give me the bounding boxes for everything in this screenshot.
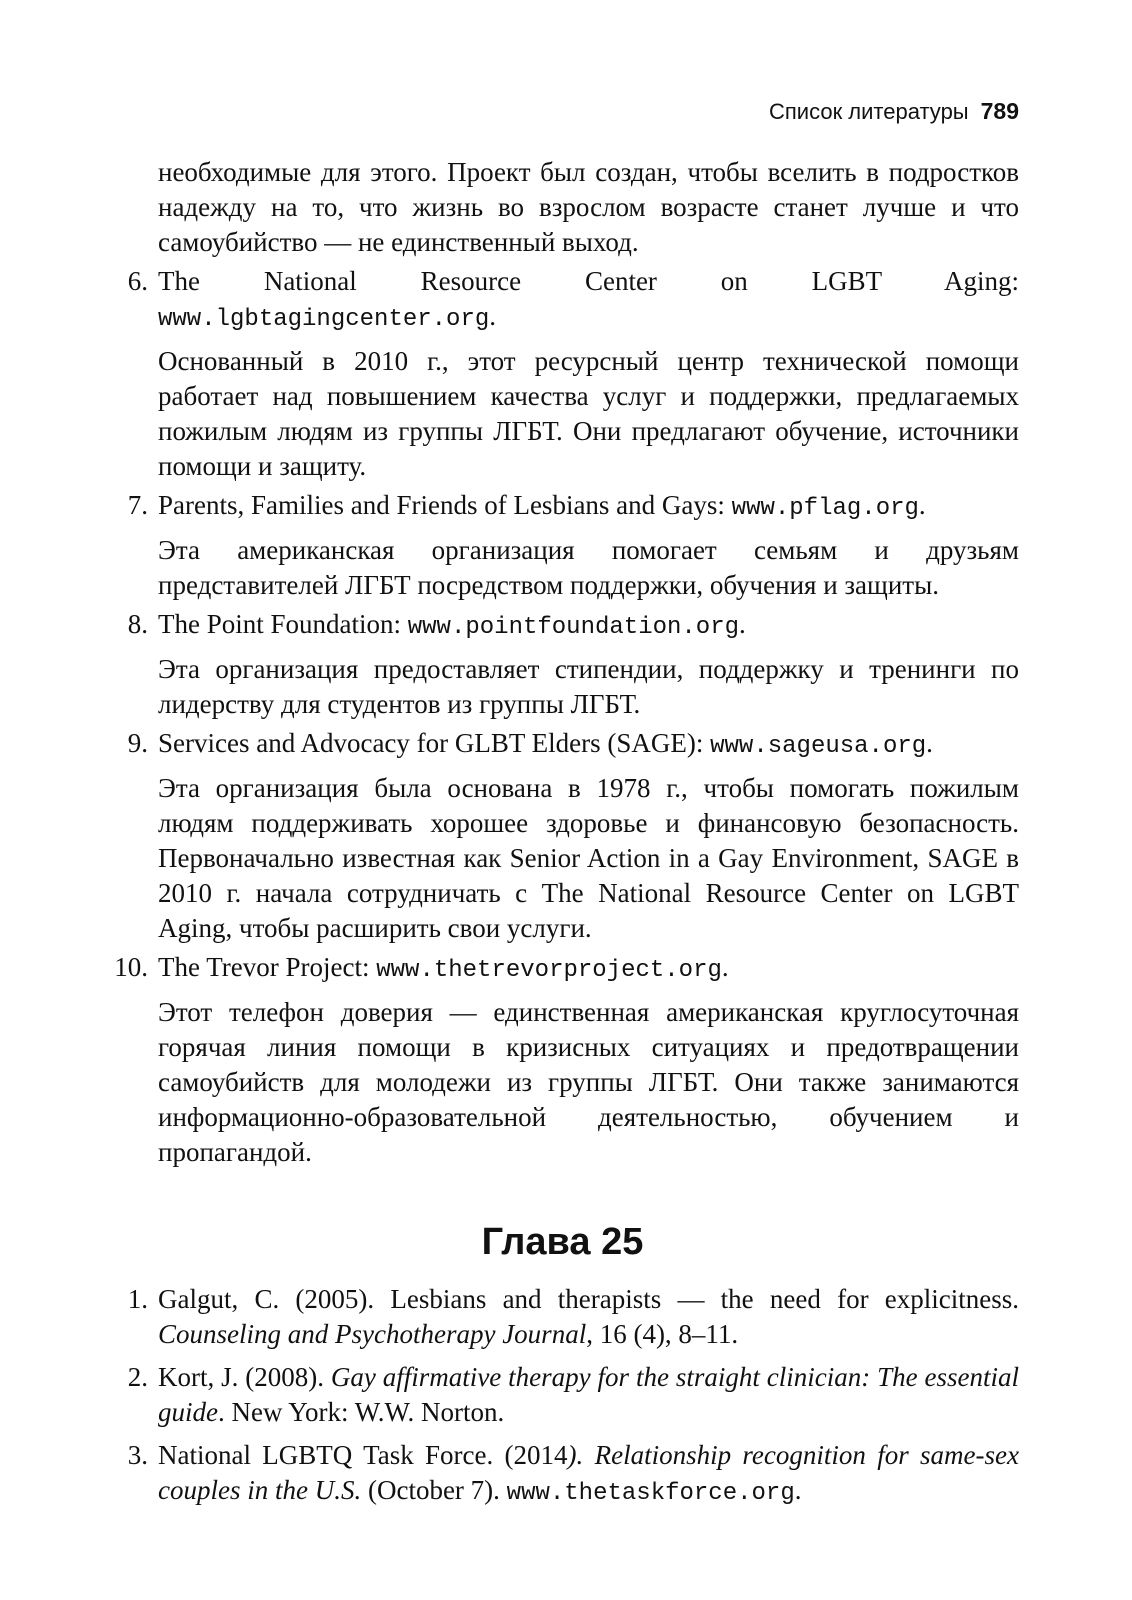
item-description: Эта организация предоставляет стипендии, поддержку и тренинги по лидерству для студентов из группы ЛГБТ. (158, 654, 1019, 719)
reference-source: ). Relationship recognition for same-sex couples in the U.S. (158, 1440, 1019, 1505)
reference-item (106, 1282, 1019, 1352)
org-link[interactable]: www.thetrevorproject.org (376, 957, 722, 984)
punct: . (739, 609, 746, 639)
item-number: 9. (127, 728, 148, 758)
reference-source: Counseling and Psychotherapy Journal (158, 1319, 587, 1349)
item-description: Основанный в 2010 г., этот ресурсный центр технической помощи работает над повышением качества услуг и поддержки, предлагаемых пожилым людям из группы ЛГБТ. Они предлагают обучение, источники помощи и защиту. (158, 346, 1019, 481)
reference-number: 3. (127, 1440, 148, 1470)
reference-item (106, 1438, 1019, 1511)
reference-details: . New York: W.W. Norton. (218, 1397, 505, 1427)
org-name: Parents, Families and Friends of Lesbians and Gays: (158, 490, 732, 520)
org-name: The Trevor Project: (158, 952, 377, 982)
org-link[interactable]: www.pointfoundation.org (407, 614, 740, 641)
item-number: 6. (127, 266, 148, 296)
section-title: Список литературы (769, 99, 969, 124)
reference-link[interactable]: www.thetaskforce.org (506, 1480, 795, 1507)
reference-text (158, 1438, 1019, 1511)
reference-text (158, 1282, 1019, 1352)
punct: . (926, 728, 933, 758)
list-item (106, 607, 1019, 645)
org-link[interactable]: www.sageusa.org (710, 733, 927, 760)
org-name: The Point Foundation: (158, 609, 408, 639)
item-number: 7. (127, 490, 148, 520)
page-body (106, 155, 1019, 1511)
item-title (158, 264, 1019, 337)
item-number: 8. (127, 609, 148, 639)
reference-text (158, 1360, 1019, 1430)
item-description: Этот телефон доверия — единственная американская круглосуточная горячая линия помощи в кризисных ситуациях и предотвращении самоубийств для молодежи из группы ЛГБТ. Они также занимаются информационно-образовательной деятельностью, обучением и пропагандой. (158, 997, 1019, 1167)
org-link[interactable]: www.lgbtagingcenter.org (158, 306, 490, 333)
continuation-paragraph: необходимые для этого. Проект был создан, чтобы вселить в подростков надежду на то, что жизнь во взрослом возрасте станет лучше и что самоубийство — не единственный выход. (158, 157, 1019, 257)
reference-authors: Kort, J. (2008). (158, 1362, 331, 1392)
punct: . (918, 490, 926, 520)
punct: . (489, 301, 497, 331)
item-title (158, 488, 1019, 526)
reference-number: 2. (127, 1362, 148, 1392)
reference-authors: National LGBTQ Task Force. (2014 (158, 1440, 568, 1470)
item-title (158, 726, 1019, 764)
running-header (769, 98, 1019, 125)
reference-source: Gay affirmative therapy for the straight clinician: The essential guide (158, 1362, 1019, 1427)
item-title (158, 950, 1019, 988)
org-name: Services and Advocacy for GLBT Elders (SAGE): (158, 728, 711, 758)
reference-number: 1. (127, 1284, 148, 1314)
item-number: 10. (114, 952, 148, 982)
list-item (106, 264, 1019, 337)
reference-details: , 16 (4), 8–11. (586, 1319, 739, 1349)
list-item (106, 488, 1019, 526)
item-title (158, 607, 1019, 645)
org-name: The National Resource Center on LGBT Aging: (158, 266, 1019, 296)
org-link[interactable]: www.pflag.org (731, 495, 919, 522)
reference-item (106, 1360, 1019, 1430)
chapter-heading: Глава 25 (481, 1221, 644, 1263)
page-number: 789 (980, 98, 1019, 124)
item-description: Эта организация была основана в 1978 г., чтобы помогать пожилым людям поддерживать хорошее здоровье и финансовую безопасность. Первоначально известная как Senior Action in a Gay Environment, SAGE в 2010 г. начала сотрудничать с The National Resource Center on LGBT Aging, чтобы расширить свои услуги. (158, 773, 1019, 943)
punct: . (721, 952, 729, 982)
punct: . (794, 1475, 802, 1505)
reference-authors: Galgut, C. (2005). Lesbians and therapists — the need for explicitness. (158, 1284, 1019, 1314)
list-item (106, 950, 1019, 988)
item-description: Эта американская организация помогает семьям и друзьям представителей ЛГБТ посредством поддержки, обучения и защиты. (158, 535, 1019, 600)
list-item (106, 726, 1019, 764)
reference-details: (October 7). (361, 1475, 507, 1505)
